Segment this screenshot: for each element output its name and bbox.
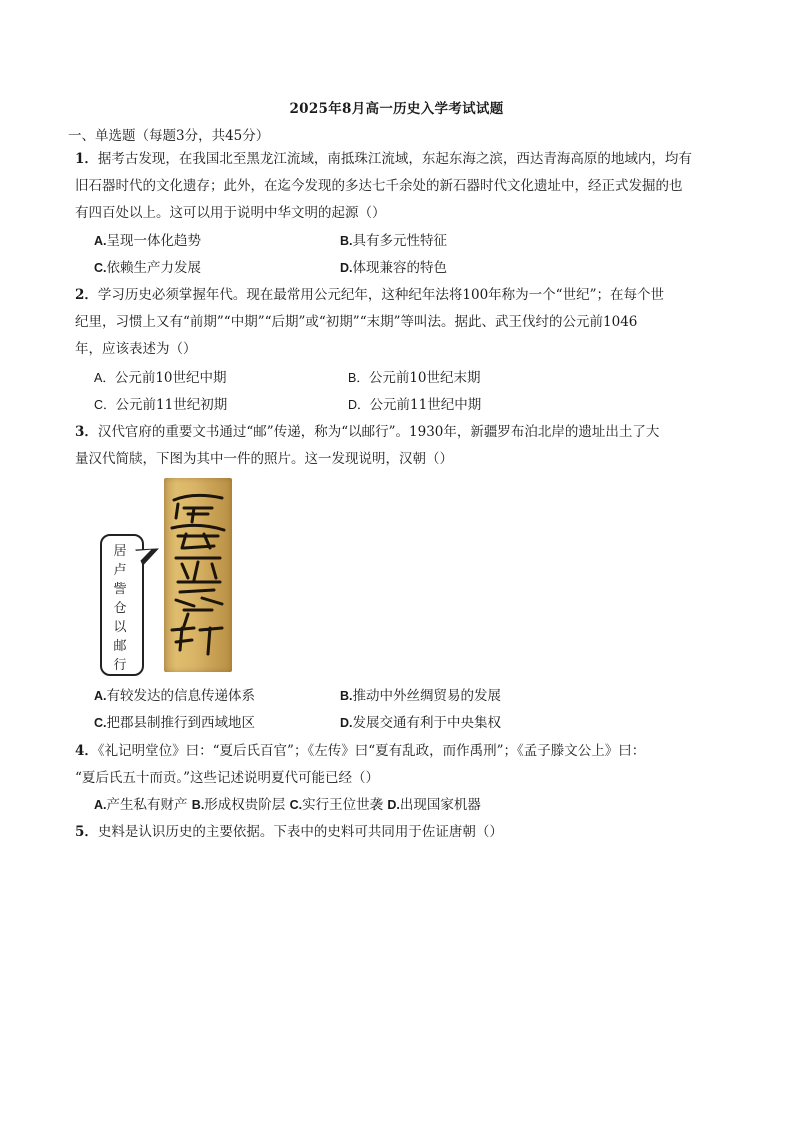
question-4-option-d[interactable]: D.出现国家机器 [387, 797, 481, 813]
question-1-option-c[interactable]: C.依赖生产力发展 [94, 260, 201, 276]
question-2-option-b[interactable]: B．公元前10世纪末期 [348, 370, 481, 386]
question-1-stem [75, 146, 725, 227]
question-4-option-c[interactable]: C.实行王位世袭 [289, 797, 384, 813]
question-2-number: 2． [75, 287, 98, 303]
question-1-line-3: 有四百处以上。这可以用于说明中华文明的起源（） [75, 205, 386, 221]
question-3-line-1: 3．汉代官府的重要文书通过“邮”传递，称为“以邮行”。1930年，新疆罗布泊北岸的遗址出土了大 [75, 424, 660, 440]
question-3-line-2: 量汉代简牍，下图为其中一件的照片。这一发现说明，汉朝（） [75, 451, 453, 467]
question-1-line-2: 旧石器时代的文化遗存；此外，在迄今发现的多达七千余处的新石器时代文化遗址中，经正式发掘的也 [75, 178, 683, 194]
question-5-stem [75, 819, 725, 846]
question-2-line-3: 年，应该表述为（） [75, 341, 197, 357]
question-1-line-1: 1．据考古发现，在我国北至黑龙江流域，南抵珠江流域，东起东海之滨，西达青海高原的地域内，均有 [75, 151, 692, 167]
question-2-option-d[interactable]: D．公元前11世纪中期 [348, 397, 482, 413]
question-4-line-2: “夏后氏五十而贡。”这些记述说明夏代可能已经（） [75, 770, 380, 786]
speech-bubble-text: 居卢訾仓以邮行 [113, 544, 127, 673]
question-3-stem [75, 419, 725, 473]
question-4-line-1: 4．《礼记明堂位》曰：“夏后氏百官”；《左传》曰“夏有乱政，而作禹刑”；《孟子滕文公上》曰： [75, 743, 646, 759]
question-5-line-1: 5．史料是认识历史的主要依据。下表中的史料可共同用于佐证唐朝（） [75, 824, 503, 840]
question-2-line-2: 纪里，习惯上又有“前期”“中期”“后期”或“初期”“末期”等叫法。据此、武王伐纣的公元前1046 [75, 314, 638, 330]
bamboo-slip-image [164, 478, 232, 672]
question-1-option-b[interactable]: B.具有多元性特征 [340, 233, 447, 249]
bamboo-slip-ink [164, 478, 232, 672]
question-2-line-1: 2．学习历史必须掌握年代。现在最常用公元纪年，这种纪年法将100年称为一个“世纪”；在每个世 [75, 287, 664, 303]
question-4-option-b[interactable]: B.形成权贵阶层 [191, 797, 286, 813]
section-heading: 一、单选题（每题3分，共45分） [68, 128, 270, 144]
question-3-option-a[interactable]: A.有较发达的信息传递体系 [94, 688, 255, 704]
question-4-stem [75, 738, 725, 792]
question-3-option-b[interactable]: B.推动中外丝绸贸易的发展 [340, 688, 501, 704]
question-4-options [94, 792, 481, 819]
question-2-option-c[interactable]: C．公元前11世纪初期 [94, 397, 228, 413]
question-1-option-d[interactable]: D.体现兼容的特色 [340, 260, 447, 276]
question-2-option-a[interactable]: A．公元前10世纪中期 [94, 370, 227, 386]
bamboo-slip-figure [98, 478, 238, 674]
question-3-option-d[interactable]: D.发展交通有利于中央集权 [340, 715, 501, 731]
question-2-stem [75, 282, 725, 363]
question-3-option-c[interactable]: C.把郡县制推行到西域地区 [94, 715, 255, 731]
question-5-number: 5． [75, 824, 98, 840]
question-1-option-a[interactable]: A.呈现一体化趋势 [94, 233, 201, 249]
question-4-number: 4． [75, 743, 98, 759]
question-3-number: 3． [75, 424, 98, 440]
question-1-number: 1． [75, 151, 98, 167]
page-title: 2025年8月高一历史入学考试试题 [289, 101, 504, 117]
question-4-option-a[interactable]: A.产生私有财产 [94, 797, 188, 813]
